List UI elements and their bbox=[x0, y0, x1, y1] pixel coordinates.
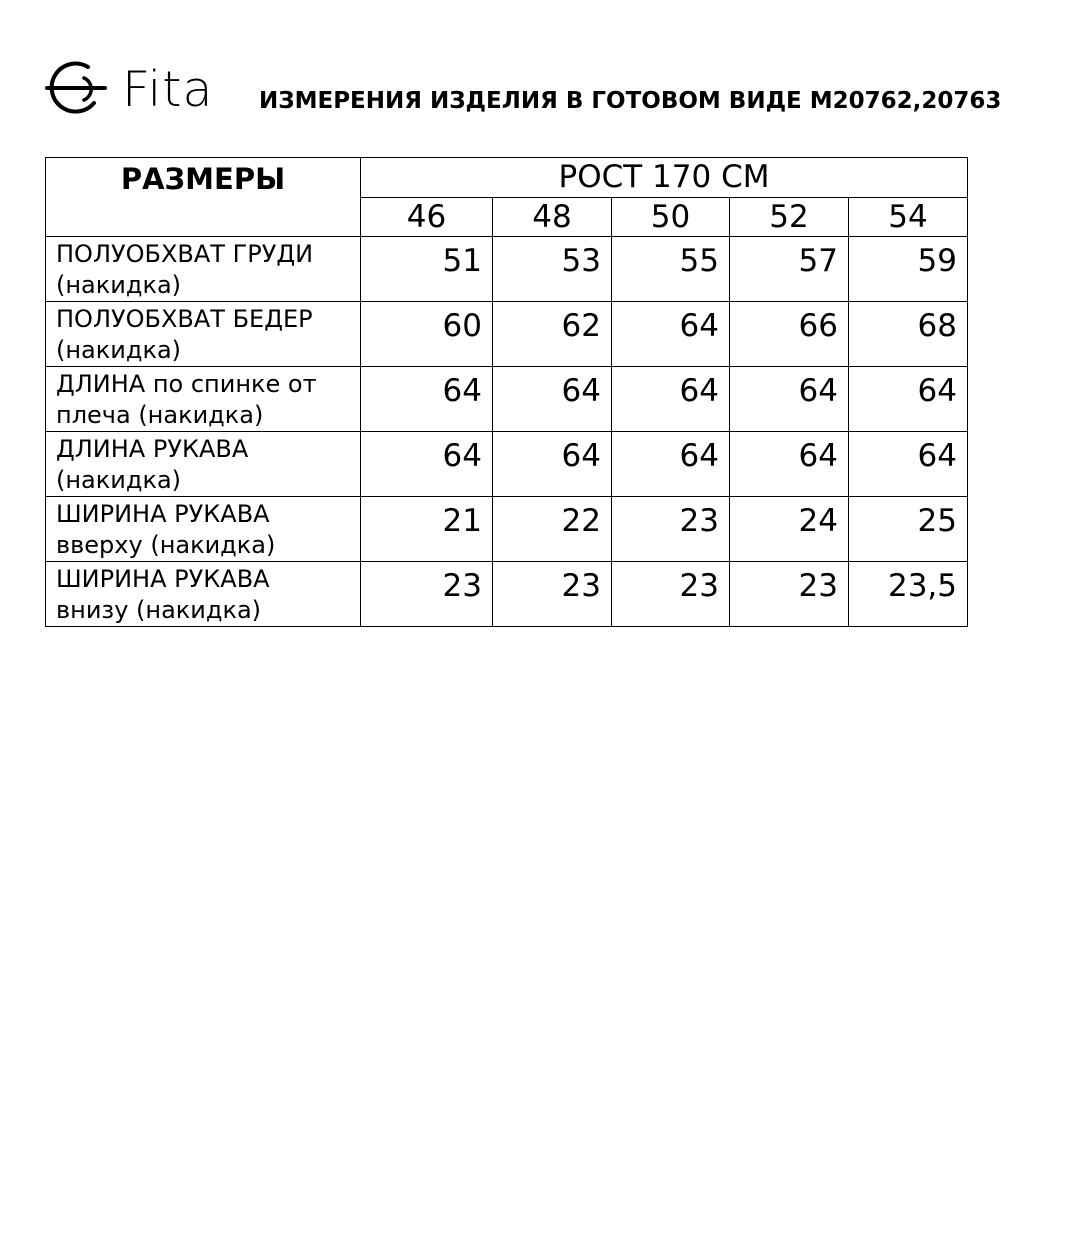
size-column-header: 48 bbox=[493, 198, 612, 237]
page-title: ИЗМЕРЕНИЯ ИЗДЕЛИЯ В ГОТОВОМ ВИДЕ М20762,20763 bbox=[259, 88, 1002, 114]
measurement-value: 64 bbox=[730, 432, 849, 497]
measurement-value: 23,5 bbox=[849, 562, 968, 627]
measurement-label-line2: (накидка) bbox=[56, 271, 182, 299]
size-column-header: 54 bbox=[849, 198, 968, 237]
measurement-label-line2: вверху (накидка) bbox=[56, 531, 276, 559]
measurement-value: 23 bbox=[361, 562, 493, 627]
measurement-value: 57 bbox=[730, 237, 849, 302]
measurement-label bbox=[46, 237, 361, 302]
sizes-corner-header: РАЗМЕРЫ bbox=[46, 158, 361, 237]
measurement-value: 21 bbox=[361, 497, 493, 562]
measurement-label bbox=[46, 562, 361, 627]
measurement-value: 64 bbox=[493, 432, 612, 497]
brand-logo bbox=[44, 58, 213, 118]
measurement-value: 23 bbox=[612, 497, 730, 562]
measurement-label bbox=[46, 302, 361, 367]
size-column-header: 46 bbox=[361, 198, 493, 237]
table-row bbox=[46, 562, 968, 627]
measurement-value: 23 bbox=[612, 562, 730, 627]
measurement-value: 25 bbox=[849, 497, 968, 562]
measurement-value: 55 bbox=[612, 237, 730, 302]
table-row bbox=[46, 497, 968, 562]
measurement-value: 23 bbox=[493, 562, 612, 627]
measurement-value: 64 bbox=[612, 367, 730, 432]
measurement-label-line1: ПОЛУОБХВАТ БЕДЕР bbox=[56, 305, 313, 333]
table-row bbox=[46, 367, 968, 432]
measurement-label bbox=[46, 497, 361, 562]
measurement-value: 24 bbox=[730, 497, 849, 562]
size-column-header: 52 bbox=[730, 198, 849, 237]
logo-wordmark: Fita bbox=[122, 60, 214, 118]
measurement-value: 64 bbox=[361, 432, 493, 497]
table-header-row bbox=[46, 158, 968, 198]
height-header: РОСТ 170 СМ bbox=[361, 158, 968, 198]
fita-theta-icon bbox=[44, 58, 108, 118]
measurement-value: 64 bbox=[730, 367, 849, 432]
measurement-label-line1: ДЛИНА по спинке от bbox=[56, 370, 317, 398]
measurement-label-line1: ШИРИНА РУКАВА bbox=[56, 500, 270, 528]
measurement-label-line2: (накидка) bbox=[56, 466, 182, 494]
table-row bbox=[46, 432, 968, 497]
measurement-value: 53 bbox=[493, 237, 612, 302]
measurement-value: 60 bbox=[361, 302, 493, 367]
table-row bbox=[46, 302, 968, 367]
measurement-value: 66 bbox=[730, 302, 849, 367]
measurement-value: 51 bbox=[361, 237, 493, 302]
measurement-label-line1: ПОЛУОБХВАТ ГРУДИ bbox=[56, 240, 314, 268]
measurement-label-line1: ДЛИНА РУКАВА bbox=[56, 435, 249, 463]
measurement-value: 62 bbox=[493, 302, 612, 367]
measurement-value: 68 bbox=[849, 302, 968, 367]
measurement-value: 64 bbox=[612, 432, 730, 497]
measurement-value: 64 bbox=[361, 367, 493, 432]
measurement-label-line2: внизу (накидка) bbox=[56, 596, 262, 624]
measurement-label-line2: плеча (накидка) bbox=[56, 401, 264, 429]
size-column-header: 50 bbox=[612, 198, 730, 237]
size-chart-table bbox=[45, 157, 968, 627]
table-row bbox=[46, 237, 968, 302]
measurement-label-line1: ШИРИНА РУКАВА bbox=[56, 565, 270, 593]
measurement-value: 59 bbox=[849, 237, 968, 302]
measurement-label-line2: (накидка) bbox=[56, 336, 182, 364]
measurement-value: 64 bbox=[849, 367, 968, 432]
measurement-label bbox=[46, 432, 361, 497]
measurement-value: 64 bbox=[612, 302, 730, 367]
measurement-value: 23 bbox=[730, 562, 849, 627]
measurement-value: 64 bbox=[493, 367, 612, 432]
measurement-value: 22 bbox=[493, 497, 612, 562]
measurement-value: 64 bbox=[849, 432, 968, 497]
measurement-label bbox=[46, 367, 361, 432]
